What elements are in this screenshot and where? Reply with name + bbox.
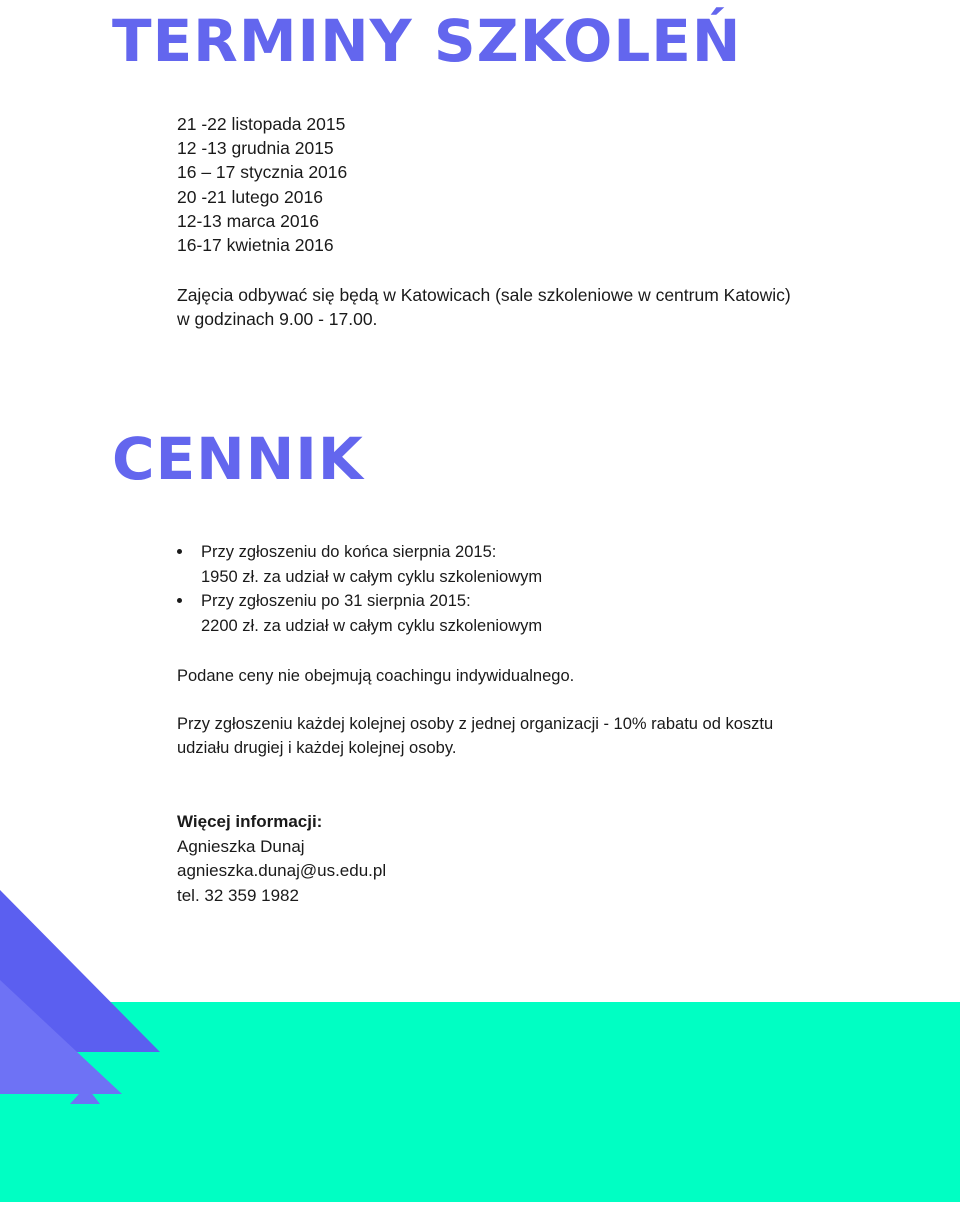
- date-item: 12 -13 grudnia 2015: [177, 138, 334, 159]
- contact-phone: tel. 32 359 1982: [177, 885, 299, 905]
- dates-list: [177, 112, 347, 257]
- date-item: 16 – 17 stycznia 2016: [177, 162, 348, 183]
- price-condition: Przy zgłoszeniu po 31 sierpnia 2015:: [201, 592, 471, 610]
- discount-line: Przy zgłoszeniu każdej kolejnej osoby z jednej organizacji - 10% rabatu od kosztu: [177, 715, 774, 733]
- terminy-heading: TERMINY SZKOLEŃ: [112, 7, 742, 75]
- location-line: Zajęcia odbywać się będą w Katowicach (sale szkoleniowe w centrum Katowic): [177, 285, 791, 305]
- contact-name: Agnieszka Dunaj: [177, 836, 305, 856]
- date-item: 16-17 kwietnia 2016: [177, 235, 334, 256]
- price-value: 2200 zł. za udział w całym cyklu szkoleniowym: [201, 616, 543, 635]
- date-item: 12-13 marca 2016: [177, 210, 320, 231]
- triangle-decoration: [0, 880, 200, 1120]
- contact-label: Więcej informacji:: [177, 812, 323, 831]
- contact-block: [177, 810, 386, 908]
- date-item: 20 -21 lutego 2016: [177, 186, 323, 207]
- coaching-note: Podane ceny nie obejmują coachingu indywidualnego.: [177, 667, 575, 685]
- contact-email[interactable]: agnieszka.dunaj@us.edu.pl: [177, 861, 387, 880]
- discount-line: udziału drugiej i każdej kolejnej osoby.: [177, 739, 457, 758]
- discount-note: [177, 712, 797, 760]
- cennik-heading: CENNIK: [112, 425, 364, 493]
- price-condition: Przy zgłoszeniu do końca sierpnia 2015:: [201, 543, 497, 561]
- date-item: 21 -22 listopada 2015: [177, 114, 346, 134]
- price-value: 1950 zł. za udział w całym cyklu szkoleniowym: [201, 567, 543, 586]
- bullet-icon: [177, 598, 182, 603]
- price-item: [177, 589, 542, 638]
- hours-line: w godzinach 9.00 - 17.00.: [177, 309, 378, 330]
- location-info: [177, 283, 791, 331]
- bullet-icon: [177, 549, 182, 554]
- price-list: [177, 540, 542, 638]
- price-item: [177, 540, 542, 589]
